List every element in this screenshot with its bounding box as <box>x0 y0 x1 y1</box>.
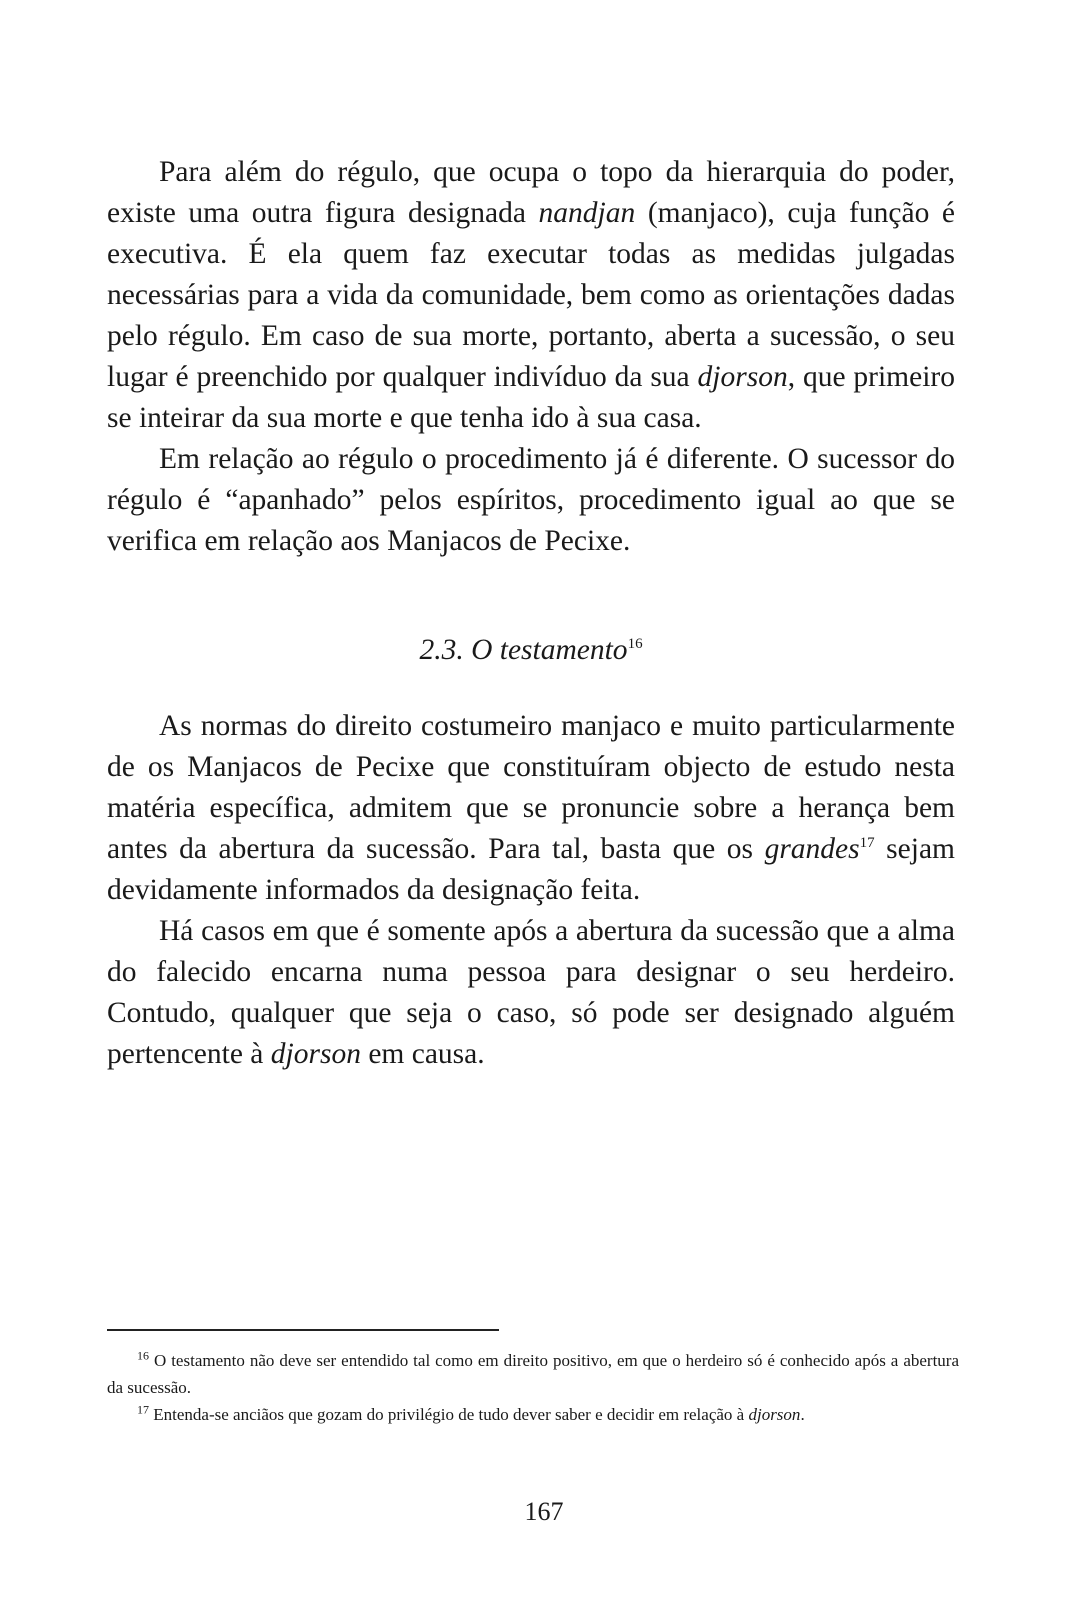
paragraph-1-text-c: , que primeiro se inteirar da sua morte e que tenha ido à sua casa. <box>107 361 955 434</box>
footnote-17-number: 17 <box>137 1402 149 1417</box>
footnote-17 <box>107 1401 959 1428</box>
paragraph-3-text-b: sejam devidamente informados da designação feita. <box>107 833 955 906</box>
footnote-16-number: 16 <box>137 1348 149 1363</box>
paragraph-4-text-b: em causa. <box>360 1038 485 1070</box>
paragraph-1-text-b: (manjaco), cuja função é executiva. É ela quem faz executar todas as medidas julgadas necessárias para a vida da comunidade, bem como as orientações dadas pelo régulo. Em caso de sua morte, portanto, aberta a sucessão, o seu lugar é preenchido por qualquer indivíduo da sua <box>107 197 956 393</box>
section-heading <box>107 634 955 667</box>
footnote-17-text-b: . <box>800 1405 805 1424</box>
footnote-17-term: djorson <box>748 1405 801 1424</box>
footnote-divider <box>107 1329 499 1331</box>
paragraph-4 <box>107 911 955 1075</box>
paragraph-4-text-a: Há casos em que é somente após a abertura da sucessão que a alma do falecido encarna numa pessoa para designar o seu herdeiro. Contudo, qualquer que seja o caso, só pode ser designado alguém pertencente à <box>107 915 955 1070</box>
footnote-ref-16: 16 <box>627 636 643 653</box>
footnote-17-text-a: Entenda-se anciãos que gozam do privilégio de tudo dever saber e decidir em relação à <box>153 1405 749 1424</box>
paragraph-3 <box>107 706 955 911</box>
footnote-16-text: O testamento não deve ser entendido tal como em direito positivo, em que o herdeiro só é conhecido após a abertura da sucessão. <box>107 1351 960 1397</box>
footnote-ref-17: 17 <box>859 835 875 852</box>
main-text <box>107 152 955 562</box>
footnotes <box>107 1347 959 1428</box>
term-djorson: djorson <box>697 361 788 393</box>
term-djorson-2: djorson <box>270 1038 361 1070</box>
term-nandjan: nandjan <box>538 197 636 229</box>
paragraph-1-text-a: Para além do régulo, que ocupa o topo da hierarquia do poder, existe uma outra figura designada <box>107 156 955 229</box>
page-number: 167 <box>524 1497 564 1526</box>
main-text-section <box>107 706 955 1075</box>
paragraph-2: Em relação ao régulo o procedimento já é diferente. O sucessor do régulo é “apanhado” pelos espíritos, procedimento igual ao que se verifica em relação aos Manjacos de Pecixe. <box>107 443 955 557</box>
section-heading-text: 2.3. O testamento <box>419 634 628 666</box>
footnote-16 <box>107 1347 959 1401</box>
term-grandes: grandes <box>764 833 860 865</box>
paragraph-3-text-a: As normas do direito costumeiro manjaco e muito particularmente de os Manjacos de Pecixe que constituíram objecto de estudo nesta matéria específica, admitem que se pronuncie sobre a herança bem antes da abertura da sucessão. Para tal, basta que os <box>107 710 955 865</box>
paragraph-1 <box>107 152 955 439</box>
